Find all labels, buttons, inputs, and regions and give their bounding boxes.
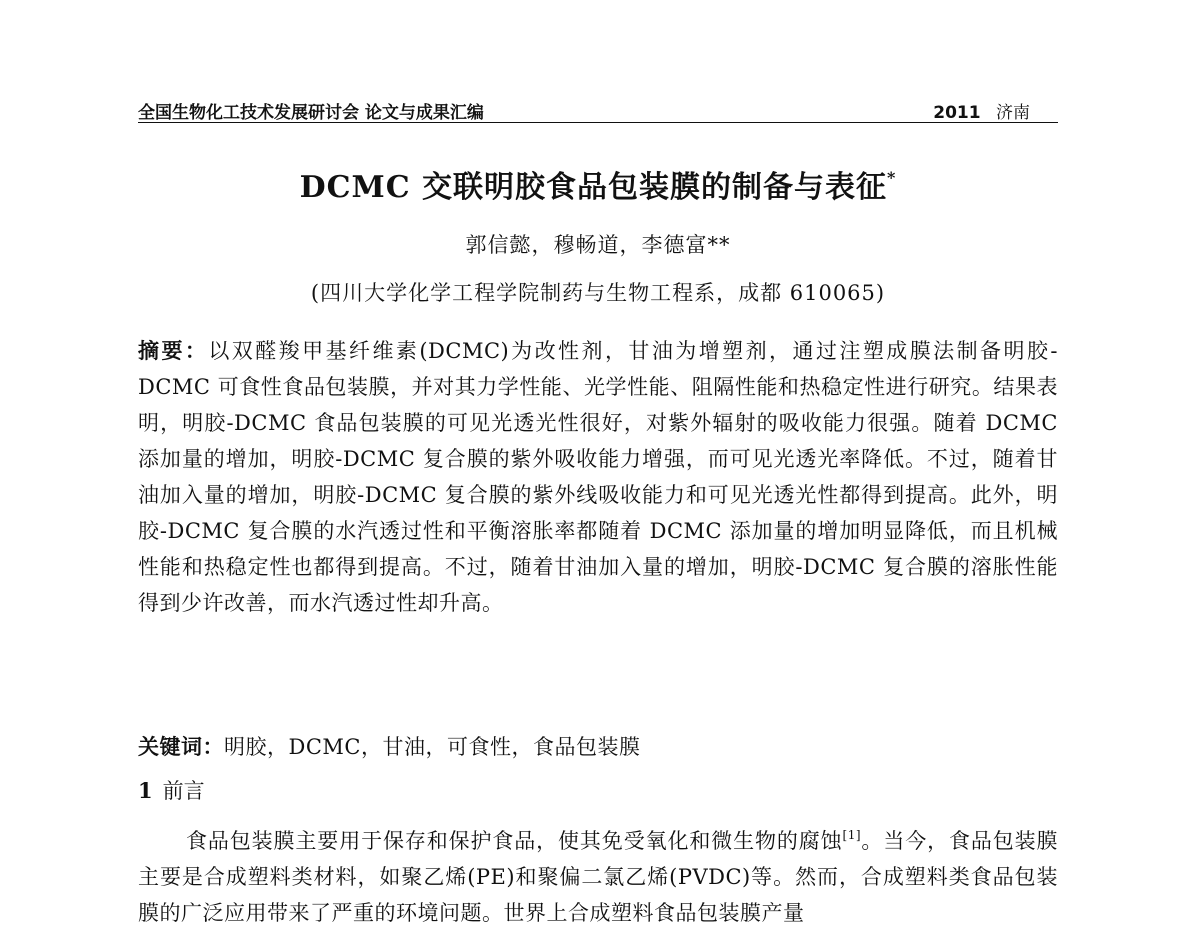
title-footnote-mark: * (887, 168, 897, 187)
section-title: 前言 (162, 779, 205, 803)
running-header (138, 96, 1058, 123)
paper-title (138, 162, 1058, 206)
header-year-city (933, 98, 1030, 123)
citation-ref: [1] (842, 828, 862, 842)
paper-title-text: DCMC 交联明胶食品包装膜的制备与表征 (299, 170, 888, 205)
proceedings-title: 全国生物化工技术发展研讨会 论文与成果汇编 (138, 103, 484, 123)
keywords-label: 关键词： (138, 735, 224, 759)
keywords (138, 731, 1058, 761)
author-list: 郭信懿，穆畅道，李德富** (465, 233, 731, 257)
abstract-text: 以双醛羧甲基纤维素(DCMC)为改性剂，甘油为增塑剂，通过注塑成膜法制备明胶-DCMC 可食性食品包装膜，并对其力学性能、光学性能、阻隔性能和热稳定性进行研究。结果表明，明胶-DCMC 食品包装膜的可见光透光性很好，对紫外辐射的吸收能力很强。随着 DCMC 添加量的增加，明胶-DCMC 复合膜的紫外吸收能力增强，而可见光透光率降低。不过，随着甘油加入量的增加，明胶-DCMC 复合膜的紫外线吸收能力和可见光透光性都得到提高。此外，明胶-DCMC 复合膜的水汽透过性和平衡溶胀率都随着 DCMC 添加量的增加明显降低，而且机械性能和热稳定性也都得到提高。不过，随着甘油加入量的增加，明胶-DCMC 复合膜的溶胀性能得到少许改善，而水汽透过性却升高。 (138, 339, 1058, 615)
section-number: 1 (138, 778, 153, 803)
intro-paragraph (138, 817, 1058, 931)
intro-text-2: 。当今，食品包装膜主要是合成塑料类材料，如聚乙烯(PE)和聚偏二氯乙烯(PVDC)等。然而，合成塑料类食品包装膜的广泛应用带来了严重的环境问题。世界上合成塑料食品包装膜产量 (138, 829, 1059, 925)
affiliation: (四川大学化学工程学院制药与生物工程系，成都 610065) (310, 281, 886, 305)
intro-text-1: 食品包装膜主要用于保存和保护食品，使其免受氧化和微生物的腐蚀 (186, 829, 843, 853)
section-heading (138, 775, 205, 805)
keywords-text: 明胶，DCMC，甘油，可食性，食品包装膜 (224, 735, 641, 759)
abstract-label: 摘要： (138, 339, 209, 363)
header-city: 济南 (996, 103, 1030, 123)
header-year: 2011 (933, 103, 981, 123)
abstract (138, 333, 1058, 621)
